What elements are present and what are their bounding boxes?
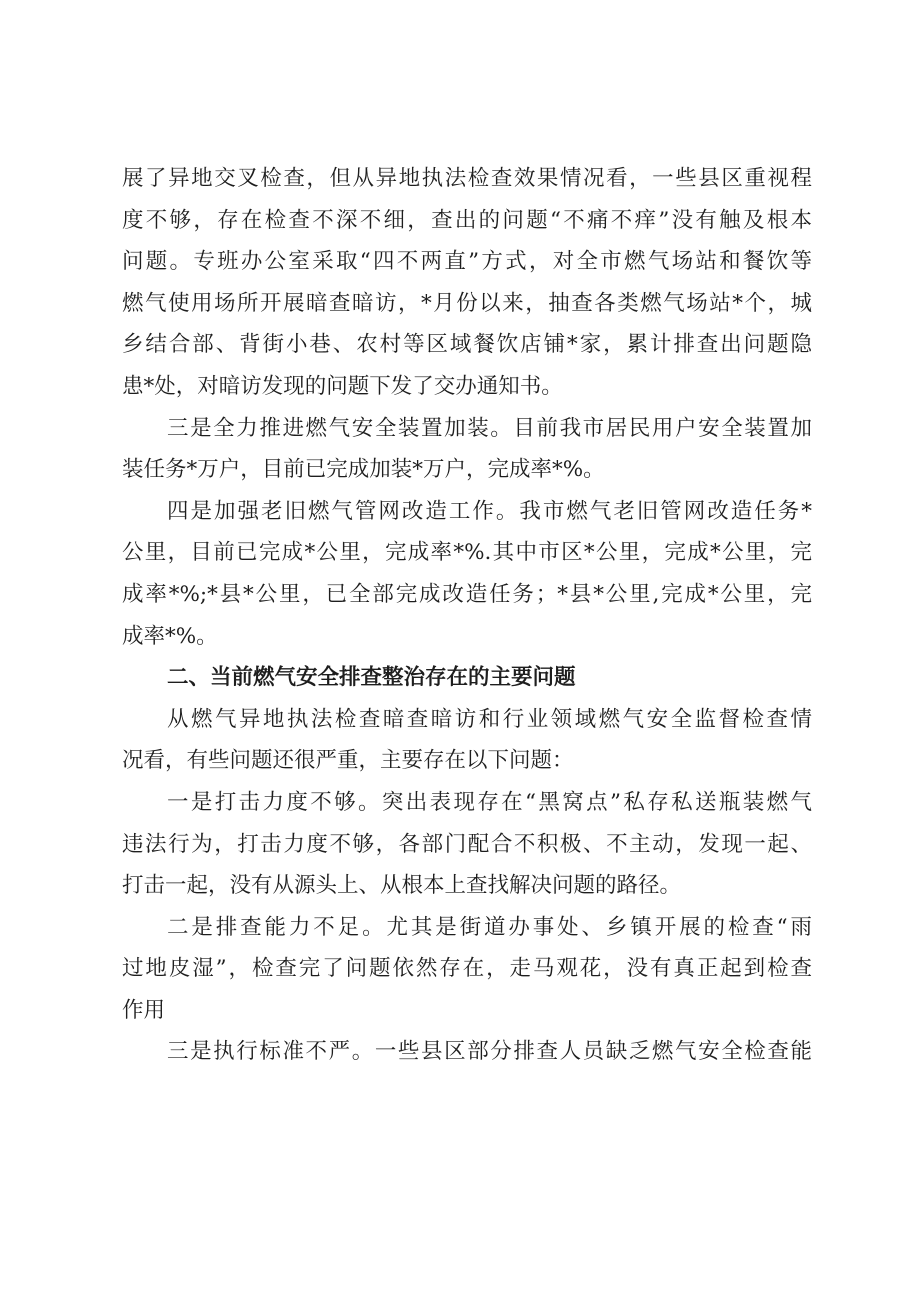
text-line: 问题。专班办公室采取“四不两直”方式，对全市燃气场站和餐饮等 xyxy=(122,249,812,275)
text-line: 一是打击力度不够。突出表现存在“黑窝点”私存私送瓶装燃气 xyxy=(167,789,812,815)
paragraph-inspection-results xyxy=(122,158,812,408)
text-line: 成率*%;*县*公里，已全部完成改造任务；*县*公里,完成*公里，完 xyxy=(122,581,812,607)
text-line: 违法行为，打击力度不够，各部门配合不积极、不主动，发现一起、 xyxy=(122,831,812,857)
paragraph-inspection-capacity xyxy=(122,907,812,1032)
paragraph-pipeline-renovation xyxy=(122,491,812,657)
text-line: 二是排查能力不足。尤其是街道办事处、乡镇开展的检查“雨 xyxy=(167,914,812,940)
text-line: 从燃气异地执法检查暗查暗访和行业领域燃气安全监督检查情 xyxy=(167,706,812,732)
text-line: 三是执行标准不严。一些县区部分排查人员缺乏燃气安全检查能 xyxy=(167,1039,812,1065)
text-line: 度不够，存在检查不深不细，查出的问题“不痛不痒”没有触及根本 xyxy=(122,207,812,233)
text-line: 况看，有些问题还很严重，主要存在以下问题： xyxy=(122,748,574,774)
text-line: 过地皮湿”，检查完了问题依然存在，走马观花，没有真正起到检查 xyxy=(122,956,812,982)
text-line: 打击一起，没有从源头上、从根本上查找解决问题的路径。 xyxy=(122,873,682,899)
text-line: 作用 xyxy=(122,997,166,1023)
text-line: 四是加强老旧燃气管网改造工作。我市燃气老旧管网改造任务* xyxy=(167,498,812,524)
paragraph-safety-devices xyxy=(122,408,812,491)
text-line: 装任务*万户，目前已完成加装*万户，完成率*%。 xyxy=(122,457,605,483)
text-line: 患*处，对暗访发现的问题下发了交办通知书。 xyxy=(122,373,563,399)
document-body xyxy=(122,158,812,1073)
text-line: 公里，目前已完成*公里，完成率*%.其中市区*公里，完成*公里，完 xyxy=(122,540,812,566)
text-line: 乡结合部、背街小巷、农村等区域餐饮店铺*家，累计排查出问题隐 xyxy=(122,332,812,358)
paragraph-problems-intro xyxy=(122,699,812,782)
text-line: 展了异地交叉检查，但从异地执法检查效果情况看，一些县区重视程 xyxy=(122,166,812,191)
text-line: 三是全力推进燃气安全装置加装。目前我市居民用户安全装置加 xyxy=(167,415,812,441)
section-heading: 二、当前燃气安全排查整治存在的主要问题 xyxy=(167,665,576,691)
paragraph-enforcement-weak xyxy=(122,782,812,907)
text-line: 燃气使用场所开展暗查暗访，*月份以来，抽查各类燃气场站*个，城 xyxy=(122,290,812,316)
text-line: 成率*%。 xyxy=(122,623,218,649)
paragraph-standards-lax xyxy=(122,1031,812,1073)
